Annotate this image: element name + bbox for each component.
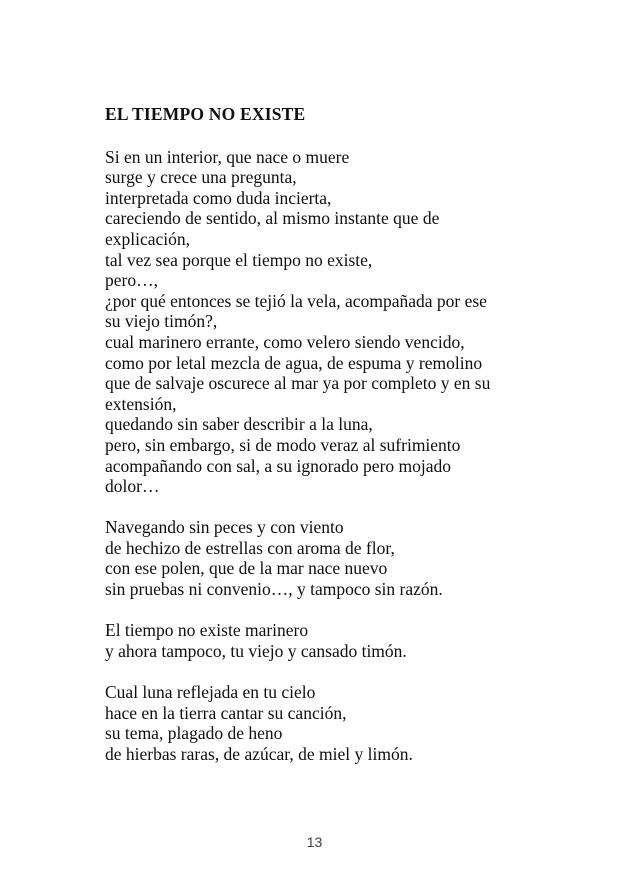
poem [105,104,565,764]
poem-line: pero…, [105,270,158,291]
stanza [105,682,565,764]
stanza [105,517,565,599]
poem-line: quedando sin saber describir a la luna, [105,414,373,435]
poem-line: cual marinero errante, como velero siendo vencido, [105,331,465,352]
poem-line: surge y crece una pregunta, [105,167,297,188]
poem-stanzas [105,147,565,765]
poem-line: interpretada como duda incierta, [105,187,332,208]
stanza [105,620,565,661]
poem-line: El tiempo no existe marinero [105,620,309,641]
poem-line: Si en un interior, que nace o muere [105,146,350,167]
poem-line: ¿por qué entonces se tejió la vela, acompañada por ese [105,290,487,311]
poem-line: pero, sin embargo, si de modo veraz al sufrimiento [105,434,461,455]
poem-line: explicación, [105,228,191,249]
stanza [105,147,565,497]
poem-title: EL TIEMPO NO EXISTE [105,104,306,124]
poem-line: extensión, [105,393,177,414]
poem-line: tal vez sea porque el tiempo no existe, [105,249,373,270]
poem-line: de hechizo de estrellas con aroma de flor, [105,537,395,558]
poem-line: dolor… [105,476,160,497]
poem-line: acompañando con sal, a su ignorado pero mojado [105,455,452,476]
poem-line: que de salvaje oscurece al mar ya por completo y en su [105,373,491,394]
poem-line: como por letal mezcla de agua, de espuma y remolino [105,352,483,373]
poem-line: careciendo de sentido, al mismo instante que de [105,208,440,229]
poem-line: y ahora tampoco, tu viejo y cansado timón. [105,640,407,661]
poem-line: de hierbas raras, de azúcar, de miel y limón. [105,743,413,764]
poem-line: su viejo timón?, [105,311,218,332]
poem-line: su tema, plagado de heno [105,723,283,744]
poem-line: Navegando sin peces y con viento [105,517,344,538]
poem-line: Cual luna reflejada en tu cielo [105,682,316,703]
poem-line: con ese polen, que de la mar nace nuevo [105,558,388,579]
poem-line: sin pruebas ni convenio…, y tampoco sin razón. [105,579,443,600]
page-number: 13 [306,834,323,850]
poem-line: hace en la tierra cantar su canción, [105,702,347,723]
